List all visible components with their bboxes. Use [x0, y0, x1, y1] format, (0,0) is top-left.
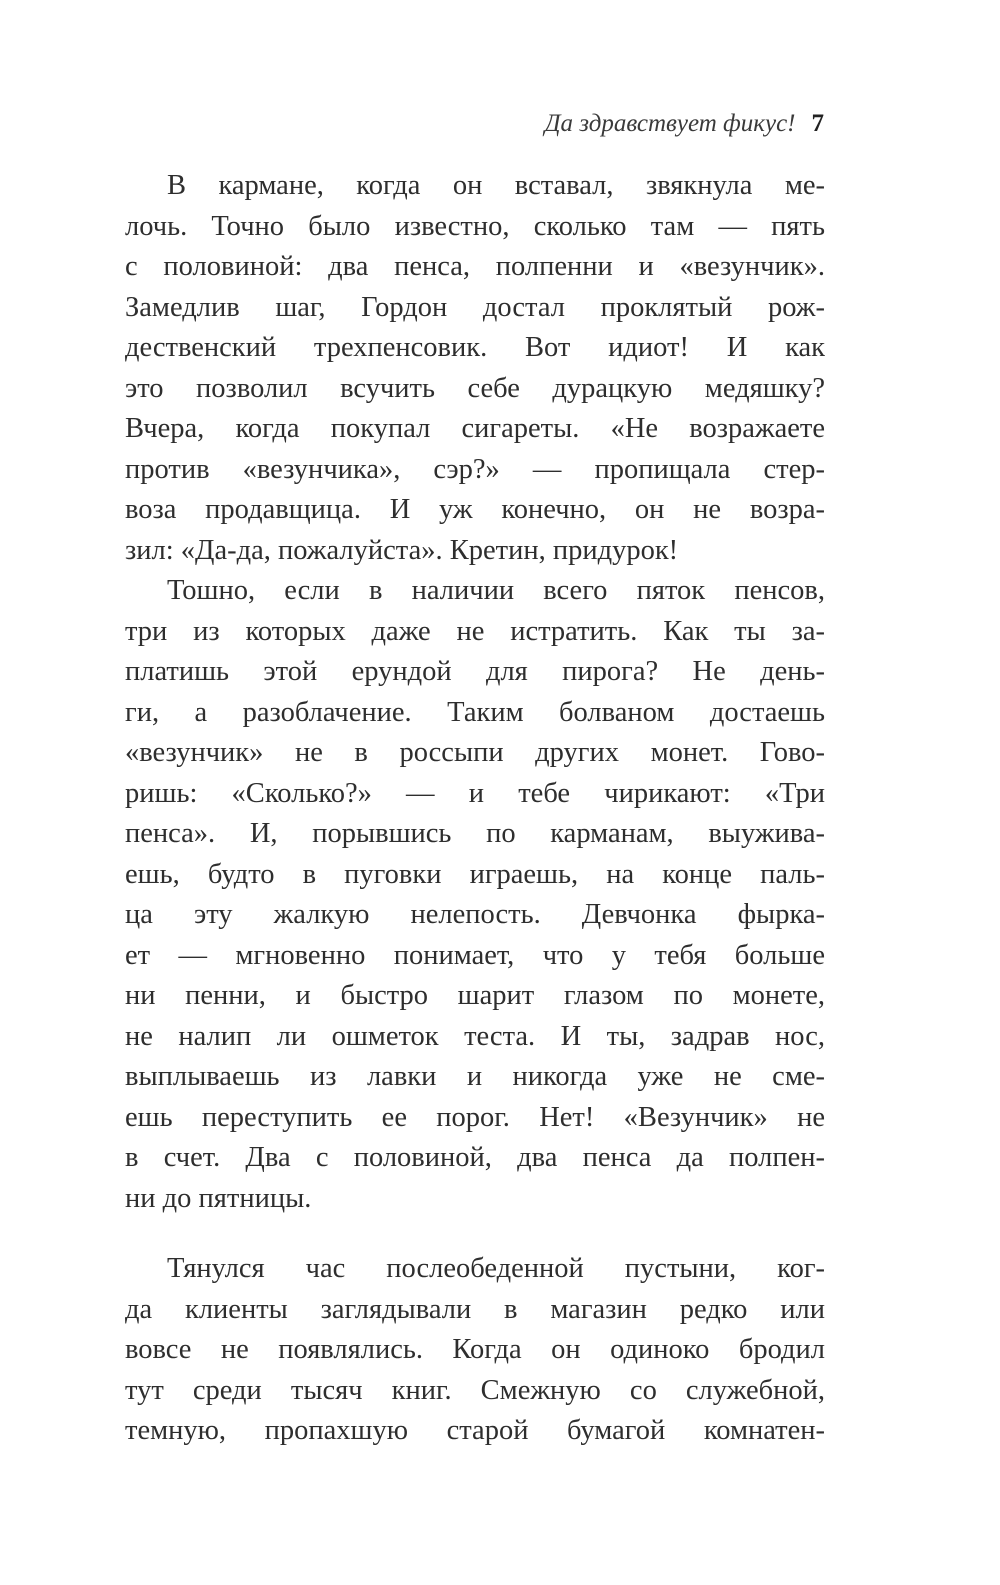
page-number: 7 — [811, 110, 824, 137]
text-line: против «везунчика», сэр?» — пропищала стер- — [125, 453, 825, 485]
text-line: выплываешь из лавки и никогда уже не сме- — [125, 1061, 825, 1092]
text-line: дественский трехпенсовик. Вот идиот! И как — [125, 332, 825, 363]
text-line: платишь этой ерундой для пирога? Не день- — [125, 656, 825, 687]
text-line: воза продавщица. И уж конечно, он не возра- — [125, 494, 825, 525]
text-line: Замедлив шаг, Гордон достал проклятый рож- — [125, 291, 825, 323]
text-line: ешь переступить ее порог. Нет! «Везунчик» не — [125, 1101, 825, 1133]
text-line: лочь. Точно было известно, сколько там — пять — [125, 210, 825, 242]
text-line: три из которых даже не истратить. Как ты за- — [125, 615, 825, 647]
text-line: это позволил всучить себе дурацкую медяшку? — [125, 372, 825, 404]
text-line: пенса». И, порывшись по карманам, выужива- — [125, 818, 825, 849]
text-line: вовсе не появлялись. Когда он одиноко бродил — [125, 1334, 825, 1365]
text-line: ни пенни, и быстро шарит глазом по монете, — [125, 980, 825, 1011]
text-line: с половиной: два пенса, полпенни и «везунчик». — [125, 251, 825, 282]
paragraph-1 — [125, 166, 825, 571]
text-line: ешь, будто в пуговки играешь, на конце паль- — [125, 858, 825, 890]
text-line: зил: «Да-да, пожалуйста». Кретин, придурок! — [125, 534, 679, 566]
running-header — [545, 110, 824, 138]
text-line: да клиенты заглядывали в магазин редко или — [125, 1293, 825, 1325]
text-line: ришь: «Сколько?» — и тебе чирикают: «Три — [125, 777, 825, 809]
paragraph-gap — [125, 1219, 825, 1249]
text-line: Тянулся час послеобеденной пустыни, ког- — [167, 1253, 825, 1284]
text-line: ни до пятницы. — [125, 1182, 312, 1214]
running-title: Да здравствует фикус! — [544, 110, 796, 137]
text-line: тут среди тысяч книг. Смежную со служебной, — [125, 1374, 825, 1406]
text-line: ет — мгновенно понимает, что у тебя больше — [125, 939, 825, 971]
text-line: не налип ли ошметок теста. И ты, задрав нос, — [125, 1020, 825, 1052]
text-line: ги, а разоблачение. Таким болваном достаешь — [125, 696, 825, 728]
text-line: В кармане, когда он вставал, звякнула ме- — [167, 170, 825, 201]
text-line: «везунчик» не в россыпи других монет. Гово- — [125, 737, 825, 768]
text-line: темную, пропахшую старой бумагой комнатен- — [125, 1415, 825, 1446]
page-body — [125, 166, 825, 1452]
text-line: ца эту жалкую нелепость. Девчонка фырка- — [125, 899, 825, 930]
paragraph-3 — [125, 1249, 825, 1452]
text-line: Тошно, если в наличии всего пяток пенсов, — [167, 575, 825, 606]
text-line: Вчера, когда покупал сигареты. «Не возражаете — [125, 413, 825, 444]
text-line: в счет. Два с половиной, два пенса да полпен- — [125, 1142, 825, 1173]
paragraph-2 — [125, 571, 825, 1219]
